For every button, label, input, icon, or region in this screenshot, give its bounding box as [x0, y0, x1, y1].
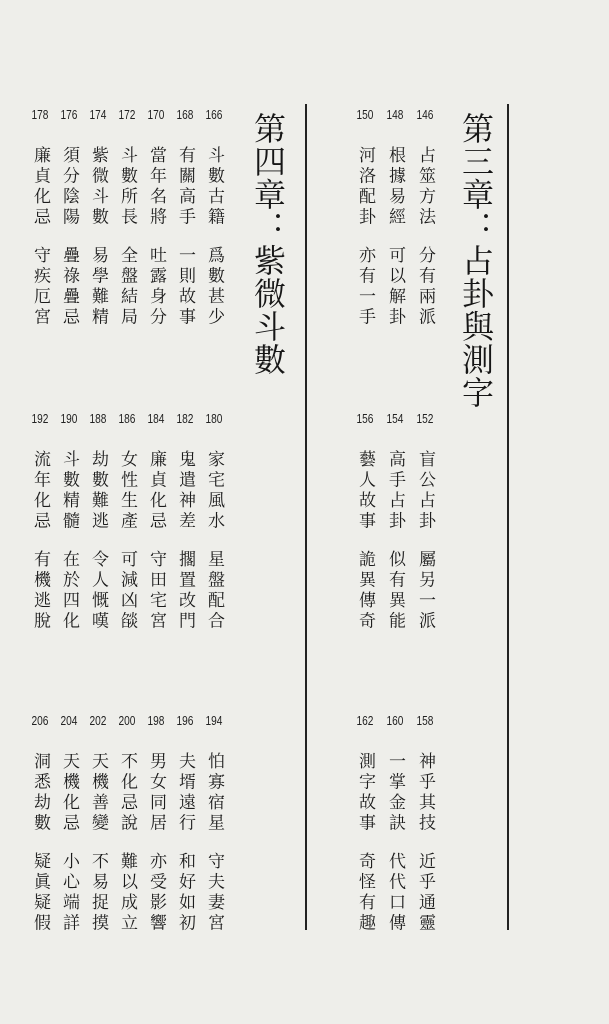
page-number: 174: [89, 107, 107, 122]
entry-line1: 斗數古籍: [204, 146, 224, 228]
entry-line2: 不易捉摸: [88, 852, 108, 934]
toc-entry: [141, 712, 171, 934]
toc-entry: [83, 712, 113, 934]
toc-entry: [83, 106, 113, 328]
entry-line1: 流年化忌: [30, 450, 50, 532]
entry-line1: 有關高手: [175, 146, 195, 228]
page-number: 202: [89, 713, 107, 728]
entry-line2: 近乎通靈: [415, 852, 435, 934]
entry-line1: 測字故事: [355, 752, 375, 834]
entry-line1: 根據易經: [385, 146, 405, 228]
entry-line1: 須分陰陽: [59, 146, 79, 228]
page-number: 162: [356, 713, 374, 728]
toc-entry: [25, 712, 55, 934]
entry-line2: 和好如初: [175, 852, 195, 934]
entry-line1: 洞悉劫數: [30, 752, 50, 834]
entry-line1: 家宅風水: [204, 450, 224, 532]
entry-line1: 一掌金訣: [385, 752, 405, 834]
page-number: 158: [416, 713, 434, 728]
entry-line1: 天機化忌: [59, 752, 79, 834]
entry-line2: 代代口傳: [385, 852, 405, 934]
entry-line2: 有機逃脫: [30, 550, 50, 632]
entry-line1: 不化忌說: [117, 752, 137, 834]
toc-entry: [54, 410, 84, 632]
entry-line1: 神乎其技: [415, 752, 435, 834]
entry-line2: 屬另一派: [415, 550, 435, 632]
entry-line2: 可以解卦: [385, 246, 405, 328]
toc-entry: [410, 106, 440, 328]
page-number: 200: [118, 713, 136, 728]
entry-line2: 擱置改門: [175, 550, 195, 632]
toc-entry: [199, 106, 229, 328]
entry-line1: 女性生產: [117, 450, 137, 532]
toc-entry: [25, 106, 55, 328]
entry-line1: 天機善變: [88, 752, 108, 834]
page-number: 146: [416, 107, 434, 122]
entry-line2: 一則故事: [175, 246, 195, 328]
toc-entry: [112, 712, 142, 934]
page-number: 170: [147, 107, 165, 122]
entry-line2: 爲數甚少: [204, 246, 224, 328]
page-number: 192: [31, 411, 49, 426]
toc-entry: [141, 410, 171, 632]
entry-line2: 守疾厄宮: [30, 246, 50, 328]
toc-entry: [380, 712, 410, 934]
entry-line2: 疊祿疊忌: [59, 246, 79, 328]
toc-entry: [54, 712, 84, 934]
entry-line2: 守夫妻宮: [204, 852, 224, 934]
entry-line1: 廉貞化忌: [146, 450, 166, 532]
toc-entry: [170, 712, 200, 934]
entry-line1: 藝人故事: [355, 450, 375, 532]
toc-entry: [170, 410, 200, 632]
page-number: 196: [176, 713, 194, 728]
entry-line2: 難以成立: [117, 852, 137, 934]
entry-line2: 詭異傳奇: [355, 550, 375, 632]
entry-line1: 怕寡宿星: [204, 752, 224, 834]
entry-line2: 奇怪有趣: [355, 852, 375, 934]
page-number: 176: [60, 107, 78, 122]
entry-line2: 星盤配合: [204, 550, 224, 632]
page-number: 148: [386, 107, 404, 122]
toc-entry: [170, 106, 200, 328]
toc-entry: [350, 712, 380, 934]
chapter3-right-rule: [507, 104, 509, 930]
page-number: 182: [176, 411, 194, 426]
page-number: 160: [386, 713, 404, 728]
toc-entry: [83, 410, 113, 632]
entry-line1: 劫數難逃: [88, 450, 108, 532]
page-number: 190: [60, 411, 78, 426]
entry-line1: 鬼遣神差: [175, 450, 195, 532]
page-number: 194: [205, 713, 223, 728]
toc-entry: [380, 106, 410, 328]
entry-line2: 小心端詳: [59, 852, 79, 934]
entry-line2: 分有兩派: [415, 246, 435, 328]
entry-line2: 守田宅宮: [146, 550, 166, 632]
entry-line2: 全盤結局: [117, 246, 137, 328]
entry-line2: 似有異能: [385, 550, 405, 632]
page-number: 154: [386, 411, 404, 426]
entry-line1: 斗數精髓: [59, 450, 79, 532]
entry-line1: 占筮方法: [415, 146, 435, 228]
entry-line1: 當年名將: [146, 146, 166, 228]
entry-line1: 高手占卦: [385, 450, 405, 532]
toc-entry: [380, 410, 410, 632]
page-number: 178: [31, 107, 49, 122]
entry-line1: 紫微斗數: [88, 146, 108, 228]
page-number: 186: [118, 411, 136, 426]
entry-line1: 河洛配卦: [355, 146, 375, 228]
chapter3-title: 第三章：占卦與測字: [457, 112, 495, 409]
page-number: 150: [356, 107, 374, 122]
entry-line2: 亦有一手: [355, 246, 375, 328]
entry-line2: 令人慨嘆: [88, 550, 108, 632]
entry-line2: 易學難精: [88, 246, 108, 328]
toc-entry: [410, 410, 440, 632]
page-number: 166: [205, 107, 223, 122]
page-number: 184: [147, 411, 165, 426]
page-number: 156: [356, 411, 374, 426]
toc-entry: [112, 106, 142, 328]
entry-line1: 廉貞化忌: [30, 146, 50, 228]
page-number: 198: [147, 713, 165, 728]
page-number: 172: [118, 107, 136, 122]
toc-entry: [112, 410, 142, 632]
page-number: 206: [31, 713, 49, 728]
toc-entry: [199, 712, 229, 934]
page-number: 180: [205, 411, 223, 426]
chapter4-title: 第四章：紫微斗數: [249, 112, 287, 376]
toc-entry: [410, 712, 440, 934]
toc-entry: [141, 106, 171, 328]
chapter-divider-rule: [305, 104, 307, 930]
toc-entry: [350, 410, 380, 632]
page-number: 204: [60, 713, 78, 728]
toc-entry: [350, 106, 380, 328]
toc-entry: [54, 106, 84, 328]
entry-line1: 盲公占卦: [415, 450, 435, 532]
entry-line2: 亦受影響: [146, 852, 166, 934]
page-number: 152: [416, 411, 434, 426]
page-number: 168: [176, 107, 194, 122]
entry-line1: 斗數所長: [117, 146, 137, 228]
toc-entry: [199, 410, 229, 632]
toc-entry: [25, 410, 55, 632]
entry-line2: 可減凶燄: [117, 550, 137, 632]
entry-line2: 疑眞疑假: [30, 852, 50, 934]
entry-line2: 在於四化: [59, 550, 79, 632]
entry-line1: 男女同居: [146, 752, 166, 834]
entry-line2: 吐露身分: [146, 246, 166, 328]
page-number: 188: [89, 411, 107, 426]
entry-line1: 夫壻遠行: [175, 752, 195, 834]
